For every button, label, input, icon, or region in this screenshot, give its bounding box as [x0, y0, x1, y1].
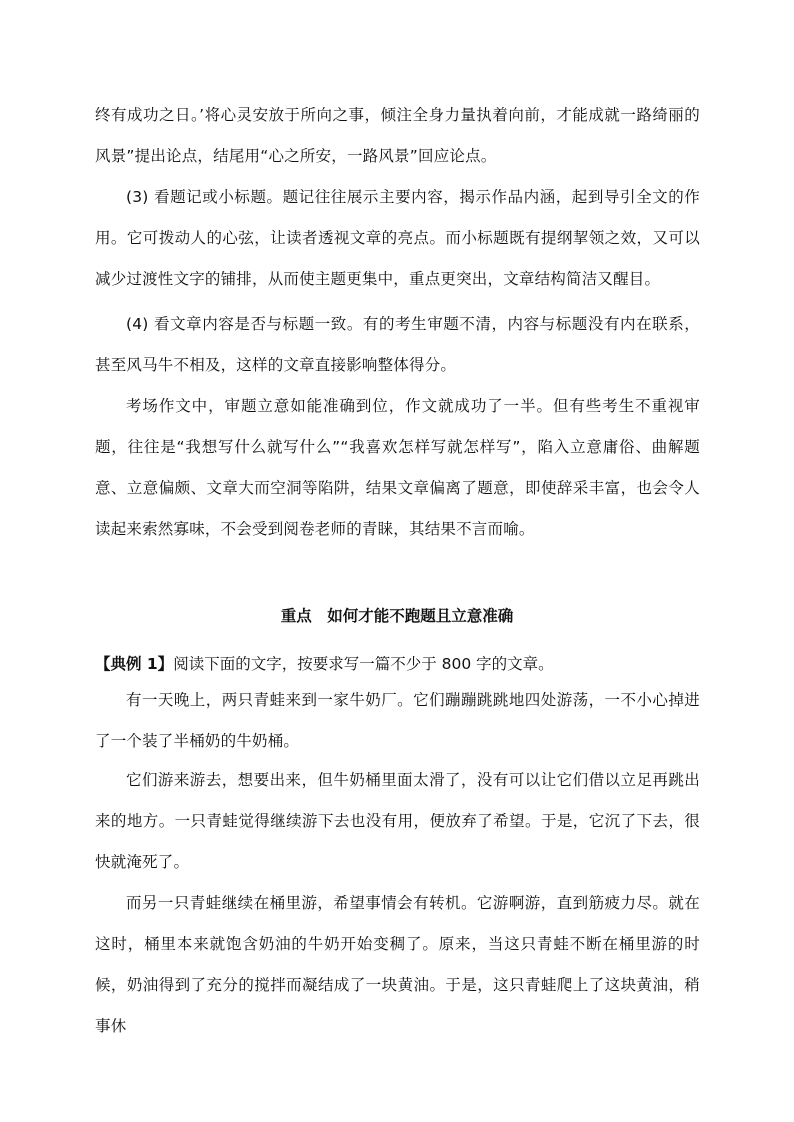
story-paragraph-1: 有一天晚上，两只青蛙来到一家牛奶厂。它们蹦蹦跳跳地四处游荡，一不小心掉进了一个装了半桶奶的牛奶桶。 [95, 691, 700, 750]
paragraph-argument-conclusion: 终有成功之日。’将心灵安放于所向之事，倾注全身力量执着向前，才能成就一路绮丽的风景”提出论点，结尾用“心之所安，一路风景”回应论点。 [95, 106, 700, 165]
paragraph-exam-summary: 考场作文中，审题立意如能准确到位，作文就成功了一半。但有些考生不重视审题，往往是“我想写什么就写什么”“我喜欢怎样写就怎样写”，陷入立意庸俗、曲解题意、立意偏颇、文章大而空洞等陷阱，结果文章偏离了题意，即使辞采丰富，也会令人读起来索然寡味，不会受到阅卷老师的青睐，其结果不言而喻。 [95, 397, 700, 538]
section-heading: 重点 如何才能不跑题且立意准确 [280, 607, 514, 625]
paragraph-method-3: (3) 看题记或小标题。题记往往展示主要内容，揭示作品内涵，起到导引全文的作用。它可拨动人的心弦，让读者透视文章的亮点。而小标题既有提纲挈领之效，又可以减少过渡性文字的铺排，从而使主题更集中，重点更突出，文章结构简洁又醒目。 [95, 188, 700, 288]
example-prompt [95, 646, 700, 682]
example-tag: 【典例 1】 [95, 655, 174, 673]
story-paragraph-3: 而另一只青蛙继续在桶里游，希望事情会有转机。它游啊游，直到筋疲力尽。就在这时，桶里本来就饱含奶油的牛奶开始变稠了。原来，当这只青蛙不断在桶里游的时候，奶油得到了充分的搅拌而凝结成了一块黄油。于是，这只青蛙爬上了这块黄油，稍事休 [95, 894, 700, 1035]
example-instruction: 阅读下面的文字，按要求写一篇不少于 800 字的文章。 [173, 655, 554, 673]
paragraph-method-4: (4) 看文章内容是否与标题一致。有的考生审题不清，内容与标题没有内在联系，甚至风马牛不相及，这样的文章直接影响整体得分。 [95, 315, 700, 374]
story-paragraph-2: 它们游来游去，想要出来，但牛奶桶里面太滑了，没有可以让它们借以立足再跳出来的地方。一只青蛙觉得继续游下去也没有用，便放弃了希望。于是，它沉了下去，很快就淹死了。 [95, 771, 700, 871]
